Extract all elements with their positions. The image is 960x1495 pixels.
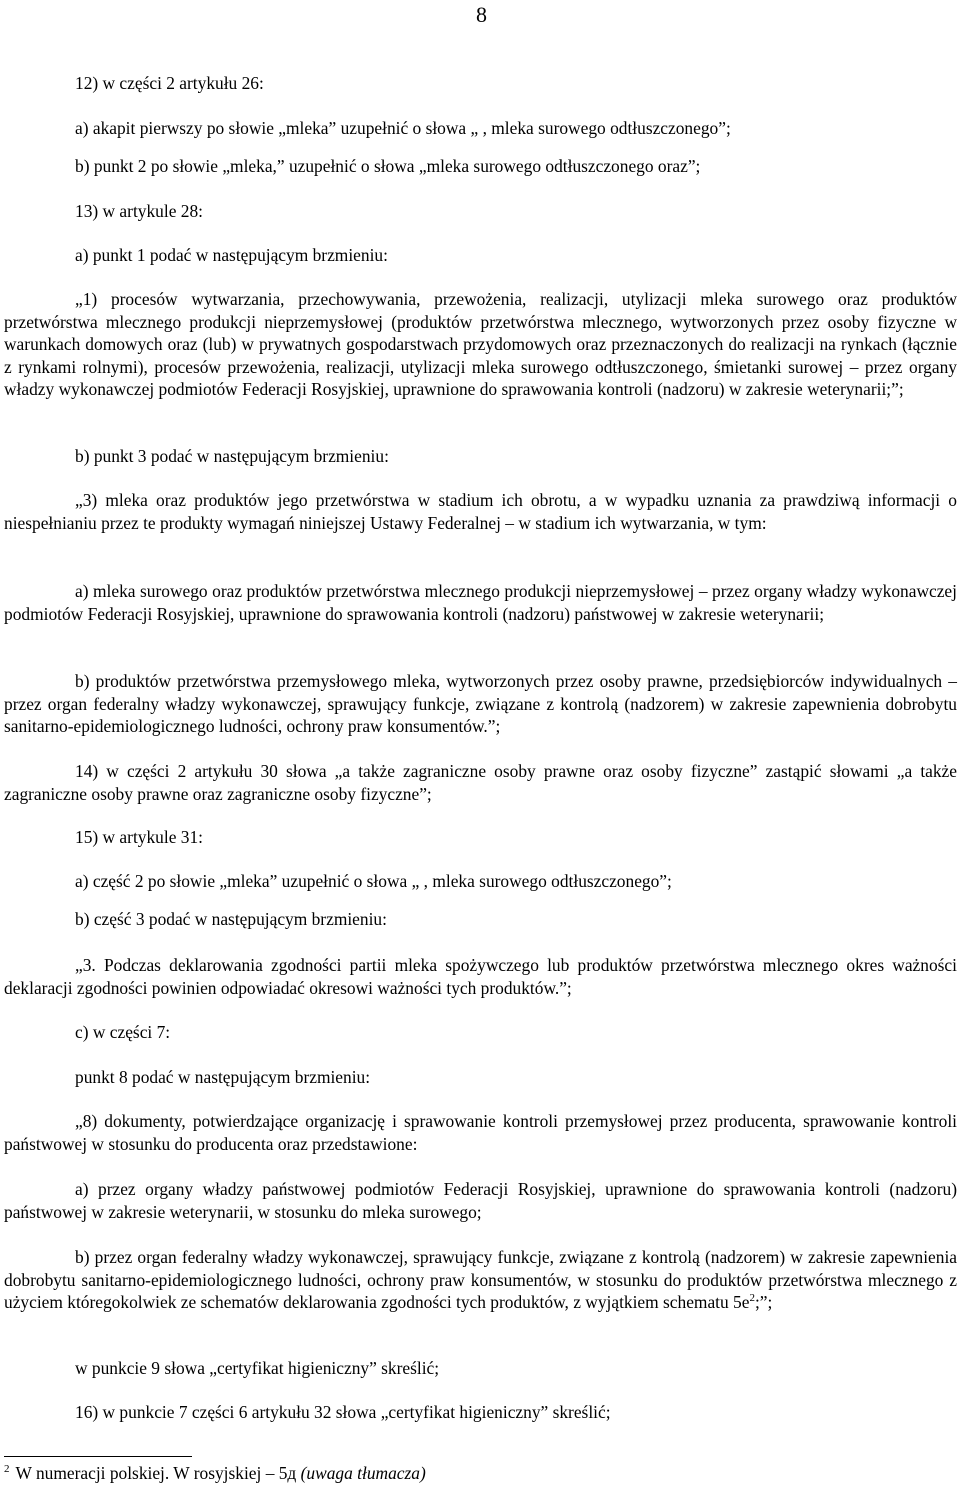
paragraph-12b: b) punkt 2 po słowie „mleka,” uzupełnić o słowa „mleka surowego odtłuszczonego oraz”; — [75, 156, 701, 176]
paragraph-13b-quote: „3) mleka oraz produktów jego przetwórstwa w stadium ich obrotu, a w wypadku uznania za prawdziwą informacji o niespełnianiu przez te produkty wymagań niniejszej Ustawy Federalnej – w stadium ich wytwarzania, w tym: — [4, 490, 957, 533]
paragraph-15: 15) w artykule 31: — [75, 827, 203, 847]
footnote-mark: 2 — [4, 1463, 10, 1476]
paragraph-12: 12) w części 2 artykułu 26: — [75, 73, 264, 93]
paragraph-15b: b) część 3 podać w następującym brzmieniu: — [75, 909, 387, 929]
paragraph-14: 14) w części 2 artykułu 30 słowa „a także zagraniczne osoby prawne oraz osoby fizyczne” zastąpić słowami „a także zagraniczne osoby prawne oraz zagraniczne osoby fizyczne”; — [4, 761, 957, 804]
paragraph-15c-point9: w punkcie 9 słowa „certyfikat higieniczny” skreślić; — [75, 1358, 440, 1378]
paragraph-15c-point: punkt 8 podać w następującym brzmieniu: — [75, 1067, 371, 1087]
paragraph-15a: a) część 2 po słowie „mleka” uzupełnić o słowa „ , mleka surowego odtłuszczonego”; — [75, 871, 672, 891]
footnote-text: W numeracji polskiej. W rosyjskiej – 5д — [15, 1463, 297, 1483]
paragraph-13b-a: a) mleka surowego oraz produktów przetwórstwa mlecznego produkcji nieprzemysłowej – przez organy władzy wykonawczej podmiotów Federacji Rosyjskiej, uprawnione do sprawowania kontroli (nadzoru) państwowej w zakresie weterynarii; — [4, 581, 957, 624]
paragraph-13b-b: b) produktów przetwórstwa przemysłowego mleka, wytworzonych przez osoby prawne, przedsiębiorców indywidualnych – przez organ federalny władzy wykonawczej, sprawujący funkcje, związane z kontrolą (nadzorem) w zakresie zapewnienia dobrobytu sanitarno-epidemiologicznego ludności, ochrony praw konsumentów.”; — [4, 671, 957, 737]
paragraph-12a: a) akapit pierwszy po słowie „mleka” uzupełnić o słowa „ , mleka surowego odtłuszczonego”; — [75, 118, 731, 138]
paragraph-13: 13) w artykule 28: — [75, 201, 203, 221]
paragraph-13a: a) punkt 1 podać w następującym brzmieniu: — [75, 245, 388, 265]
paragraph-15c-a: a) przez organy władzy państwowej podmiotów Federacji Rosyjskiej, uprawnione do sprawowania kontroli (nadzoru) państwowej w zakresie weterynarii, w stosunku do mleka surowego; — [4, 1179, 957, 1222]
footnote-divider — [4, 1456, 192, 1457]
paragraph-13a-quote: „1) procesów wytwarzania, przechowywania, przewożenia, realizacji, utylizacji mleka surowego oraz produktów przetwórstwa mlecznego produkcji nieprzemysłowej (produktów przetwórstwa mlecznego, wytworzonych przez osoby fizyczne w warunkach domowych oraz (lub) w prywatnych gospodarstwach przydomowych oraz przeznaczonych do realizacji na rynkach (łącznie z rynkami rolnymi), procesów przewożenia, realizacji, utylizacji mleka surowego odtłuszczonego, śmietanki surowej – przez organy władzy wykonawczej podmiotów Federacji Rosyjskiej, uprawnione do sprawowania kontroli (nadzoru) w zakresie weterynarii;”; — [4, 289, 957, 400]
paragraph-15c-b: b) przez organ federalny władzy wykonawczej, sprawujący funkcje, związane z kontrolą (nadzorem) w zakresie zapewnienia dobrobytu sanitarno-epidemiologicznego ludności, ochrony praw konsumentów, w stosunku do produktów przetwórstwa mlecznego z użyciem któregokolwiek ze schematów deklarowania zgodności tych produktów, z wyjątkiem schematu $5e^2$;”; — [4, 1247, 957, 1313]
footnote-reference: 2 — [749, 1292, 755, 1305]
footnote — [4, 1463, 426, 1484]
paragraph-16: 16) w punkcie 7 części 6 artykułu 32 słowa „certyfikat higieniczny” skreślić; — [75, 1402, 611, 1422]
paragraph-15b-quote: „3. Podczas deklarowania zgodności partii mleka spożywczego lub produktów przetwórstwa mlecznego okres ważności deklaracji zgodności powinien odpowiadać okresowi ważności tych produktów.”; — [4, 955, 957, 998]
page-number: 8 — [476, 2, 487, 27]
paragraph-13b: b) punkt 3 podać w następującym brzmieniu: — [75, 446, 389, 466]
paragraph-15c-quote: „8) dokumenty, potwierdzające organizację i sprawowanie kontroli przemysłowej przez producenta, sprawowanie kontroli państwowej w stosunku do producenta oraz przedstawione: — [4, 1111, 957, 1154]
paragraph-15c: c) w części 7: — [75, 1022, 171, 1042]
footnote-note: (uwaga tłumacza) — [300, 1463, 426, 1483]
